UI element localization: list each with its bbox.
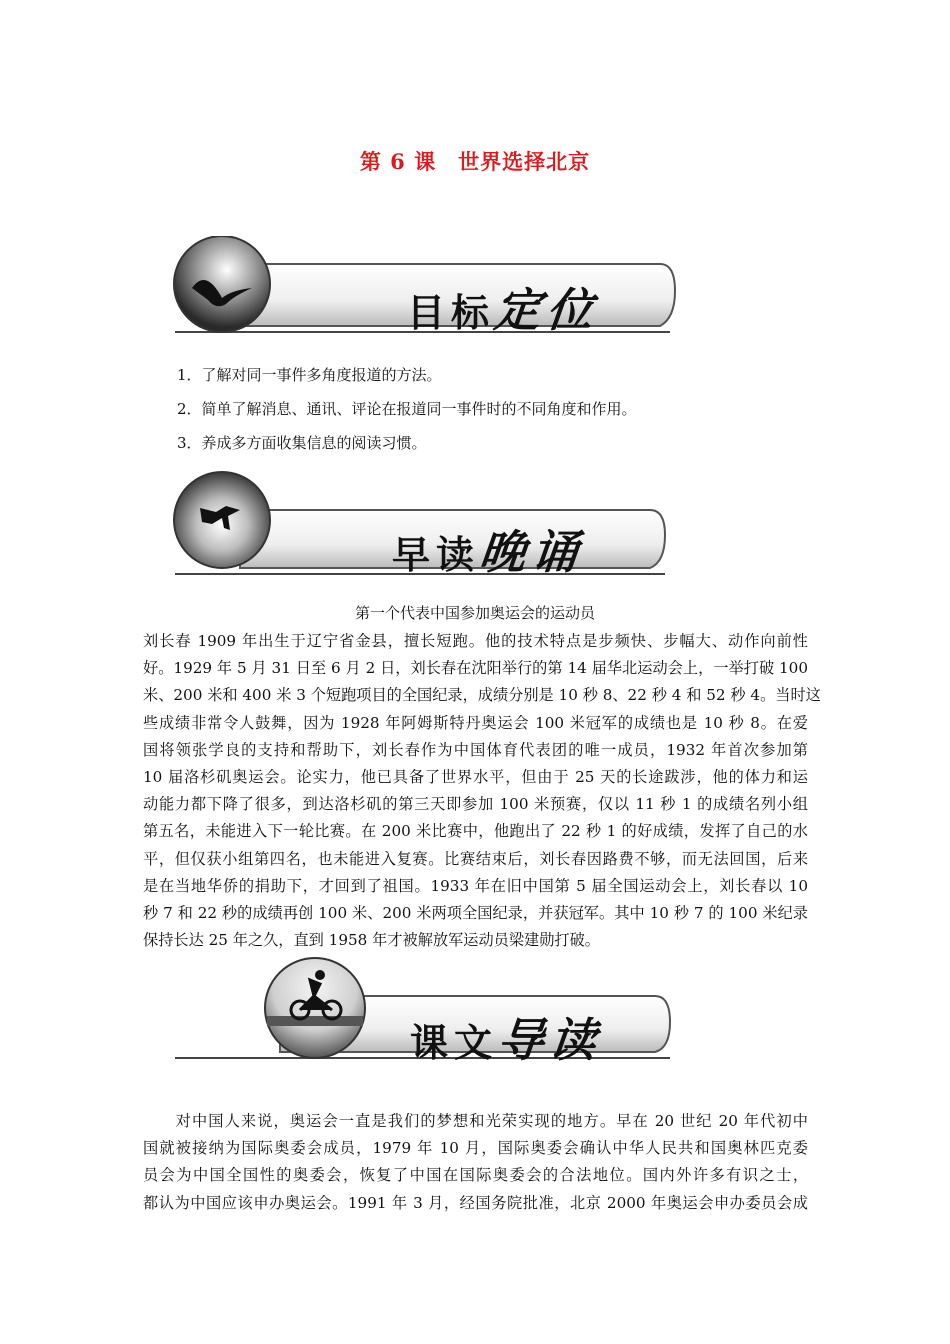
lesson-title	[0, 146, 950, 176]
text-line: 员会为中国全国性的奥委会，恢复了中国在国际奥委会的合法地位。国内外许多有识之士，	[143, 1166, 808, 1185]
objectives-list	[177, 358, 637, 460]
objective-item: 3．养成多方面收集信息的阅读习惯。	[177, 434, 427, 452]
guide-paragraph	[143, 1108, 808, 1217]
guide-label	[410, 1004, 605, 1070]
text-line: 米、200 米和 400 米 3 个短跑项目的全国纪录，成绩分别是 10 秒 8、22 秒 4 和 52 秒 4。当时这	[143, 686, 821, 705]
guide-banner	[170, 950, 690, 1067]
reading-word2: 晚诵	[476, 525, 587, 579]
text-line: 平，但仅获小组第四名，也未能进入复赛。比赛结束后，刘长春因路费不够，而无法回国，后来	[143, 849, 808, 868]
objectives-word2: 定位	[491, 283, 602, 337]
reading-banner	[170, 470, 690, 579]
reading-word1: 早读	[392, 533, 481, 577]
reading-label	[392, 516, 587, 582]
objectives-word1: 目标	[407, 291, 496, 335]
text-line: 10 届洛杉矶奥运会。论实力，他已具备了世界水平，但由于 25 天的长途跋涉，他的体力和运	[143, 768, 808, 787]
lesson-name: 世界选择北京	[458, 149, 591, 174]
story-title: 第一个代表中国参加奥运会的运动员	[354, 604, 595, 622]
objectives-banner	[170, 236, 690, 336]
objective-item: 2．简单了解消息、通讯、评论在报道同一事件时的不同角度和作用。	[177, 400, 637, 418]
text-line: 保持长达 25 年之久，直到 1958 年才被解放军运动员梁建勋打破。	[143, 931, 600, 950]
text-line: 是在当地华侨的捐助下，才回到了祖国。1933 年在旧中国第 5 届全国运动会上，刘长春以 10	[143, 876, 808, 895]
lesson-number: 第 6 课	[359, 149, 437, 174]
text-line: 第五名，未能进入下一轮比赛。在 200 米比赛中，他跑出了 22 秒 1 的好成绩，发挥了自己的水	[143, 822, 808, 841]
text-line: 秒 7 和 22 秒的成绩再创 100 米、200 米两项全国纪录，并获冠军。其中 10 秒 7 的 100 米纪录	[143, 904, 808, 923]
text-line: 对中国人来说，奥运会一直是我们的梦想和光荣实现的地方。早在 20 世纪 20 年代初中	[143, 1112, 808, 1130]
text-line: 动能力都下降了很多，到达洛杉矶的第三天即参加 100 米预赛，仅以 11 秒 1 的成绩名列小组	[143, 795, 808, 814]
text-line: 国就被接纳为国际奥委会成员，1979 年 10 月，国际奥委会确认中华人民共和国奥林匹克委	[143, 1139, 808, 1158]
text-line: 都认为中国应该申办奥运会。1991 年 3 月，经国务院批准，北京 2000 年奥运会申办委员会成	[143, 1193, 808, 1212]
objectives-label	[407, 274, 602, 340]
guide-word2: 导读	[494, 1013, 605, 1067]
text-line: 国将领张学良的支持和帮助下，刘长春作为中国体育代表团的唯一成员，1932 年首次参加第	[143, 740, 808, 759]
text-line: 些成绩非常令人鼓舞，因为 1928 年阿姆斯特丹奥运会 100 米冠军的成绩也是 10 秒 8。在爱	[143, 713, 808, 732]
reading-paragraph	[143, 628, 821, 954]
objective-item: 1．了解对同一事件多角度报道的方法。	[177, 366, 442, 384]
guide-word1: 课文	[410, 1021, 499, 1065]
text-line: 好。1929 年 5 月 31 日至 6 月 2 日，刘长春在沈阳举行的第 14 届华北运动会上，一举打破 100	[143, 659, 808, 678]
text-line: 刘长春 1909 年出生于辽宁省金县，擅长短跑。他的技术特点是步频快、步幅大、动作向前性	[143, 632, 808, 650]
